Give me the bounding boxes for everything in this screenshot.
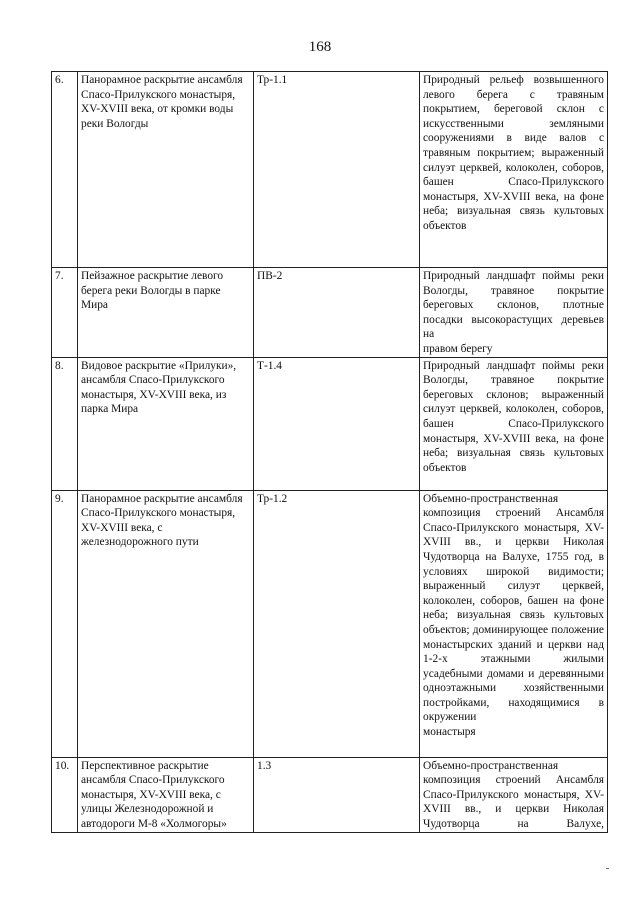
description-last-line: объектов — [423, 219, 467, 232]
description-text: Объемно-пространственная композиция строений Ансамбля Спасо-Прилукского монастыря, XV-XVIII вв., и церкви Николая Чудотворца на Валухе, 1755 год, в условиях широкой видимости; выраженный силуэт церквей, колоколен, соборов, башен на фоне неба; визуальная связь культовых объектов; доминирующее положение монастырских зданий и церкви над 1-2-х этажными жилыми усадебными домами и деревянными одноэтажными хозяйственными постройками, находящимися в окружении — [423, 492, 604, 724]
view-description — [420, 490, 608, 757]
table-row — [52, 490, 608, 757]
description-last-line: монастыря — [423, 726, 476, 739]
zones-table — [51, 71, 608, 833]
table-row — [52, 268, 608, 358]
view-description — [420, 268, 608, 358]
table-row — [52, 357, 608, 490]
view-code: Тр-1.2 — [254, 490, 420, 757]
view-name: Пейзажное раскрытие левого берега реки Вологды в парке Мира — [78, 268, 254, 358]
description-text: Природный ландшафт поймы реки Вологды, травяное покрытие береговых склонов, плотные посадки высокорастущих деревьев на — [423, 270, 604, 341]
row-number: 6. — [52, 72, 78, 268]
view-name: Панорамное раскрытие ансамбля Спасо-Прилукского монастыря, XV-XVIII века, с железнодорожного пути — [78, 490, 254, 757]
view-code: Тр-1.1 — [254, 72, 420, 268]
view-code: ПВ-2 — [254, 268, 420, 358]
view-description — [420, 357, 608, 490]
view-description — [420, 72, 608, 268]
row-number: 10. — [52, 757, 78, 832]
description-text: Природный ландшафт поймы реки Вологды, травяное покрытие береговых склонов; выраженный силуэт церквей, колоколен, соборов, башен Спасо-Прилукского монастыря, XV-XVIII века, на фоне неба; визуальная связь культовых — [423, 359, 604, 460]
view-description — [420, 757, 608, 832]
row-number: 9. — [52, 490, 78, 757]
description-text: Природный рельеф возвышенного левого берега с травяным покрытием, береговой склон с искусственными земляными сооружениями в виде валов с травяным покрытием; выраженный силуэт церквей, колоколен, соборов, башен Спасо-Прилукского монастыря, XV-XVIII века, на фоне неба; визуальная связь культовых — [423, 74, 604, 218]
view-name: Панорамное раскрытие ансамбля Спасо-Прилукского монастыря, XV-XVIII века, от кромки воды реки Вологды — [78, 72, 254, 268]
view-name: Перспективное раскрытие ансамбля Спасо-Прилукского монастыря, XV-XVIII века, с улицы Железнодорожной и автодороги М-8 «Холмогоры» — [78, 757, 254, 832]
table-row — [52, 72, 608, 268]
scan-mark — [606, 868, 609, 869]
view-code: Т-1.4 — [254, 357, 420, 490]
page-number: 168 — [308, 39, 332, 55]
table-row — [52, 757, 608, 832]
view-code: 1.3 — [254, 757, 420, 832]
description-last-line: правом берегу — [423, 342, 493, 355]
description-last-line: объектов — [423, 461, 467, 474]
view-name: Видовое раскрытие «Прилуки», ансамбля Спасо-Прилукского монастыря, XV-XVIII века, из парка Мира — [78, 357, 254, 490]
description-text: Объемно-пространственная композиция строений Ансамбля Спасо-Прилукского монастыря, XV-XVIII вв., и церкви Николая Чудотворца на Валухе, — [423, 759, 604, 830]
row-number: 7. — [52, 268, 78, 358]
row-number: 8. — [52, 357, 78, 490]
